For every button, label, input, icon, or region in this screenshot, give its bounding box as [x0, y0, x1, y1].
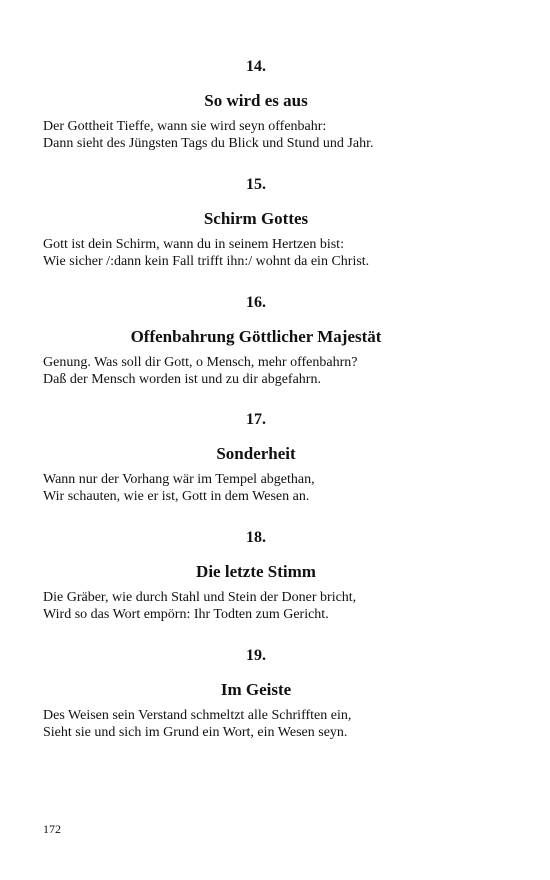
- verse-line-2: Daß der Mensch worden ist und zu dir abgefahrn.: [43, 372, 321, 387]
- verse-line-1: Der Gottheit Tieffe, wann sie wird seyn offenbahr:: [43, 119, 327, 134]
- epigram-number: 14.: [246, 58, 266, 75]
- verse-line-2: Wir schauten, wie er ist, Gott in dem Wesen an.: [43, 489, 310, 504]
- epigram-title: Sonderheit: [216, 444, 296, 463]
- verse-line-1: Des Weisen sein Verstand schmeltzt alle Schrifften ein,: [43, 708, 352, 723]
- epigram-number: 16.: [246, 294, 266, 311]
- epigram-number: 19.: [246, 647, 266, 664]
- epigram-title: Schirm Gottes: [203, 209, 309, 228]
- epigram-number: 15.: [246, 176, 266, 193]
- page-number: 172: [43, 822, 61, 836]
- epigram-title: So wird es aus: [204, 91, 308, 110]
- epigram-title: Im Geiste: [220, 680, 292, 699]
- verse-line-1: Die Gräber, wie durch Stahl und Stein der Doner bricht,: [43, 590, 357, 605]
- epigram-title: Die letzte Stimm: [196, 562, 316, 581]
- epigram-number: 17.: [246, 411, 266, 428]
- verse-line-1: Gott ist dein Schirm, wann du in seinem Hertzen bist:: [43, 237, 344, 252]
- verse-line-1: Genung. Was soll dir Gott, o Mensch, mehr offenbahrn?: [43, 355, 358, 370]
- epigram-number: 18.: [246, 529, 266, 546]
- verse-line-2: Wie sicher /:dann kein Fall trifft ihn:/ wohnt da ein Christ.: [43, 254, 370, 269]
- verse-line-1: Wann nur der Vorhang wär im Tempel abgethan,: [43, 472, 315, 487]
- epigram-title: Offenbahrung Göttlicher Majestät: [130, 327, 382, 346]
- verse-line-2: Dann sieht des Jüngsten Tags du Blick und Stund und Jahr.: [43, 136, 374, 151]
- verse-line-2: Wird so das Wort empörn: Ihr Todten zum Gericht.: [43, 607, 329, 622]
- verse-line-2: Sieht sie und sich im Grund ein Wort, ein Wesen seyn.: [43, 725, 348, 740]
